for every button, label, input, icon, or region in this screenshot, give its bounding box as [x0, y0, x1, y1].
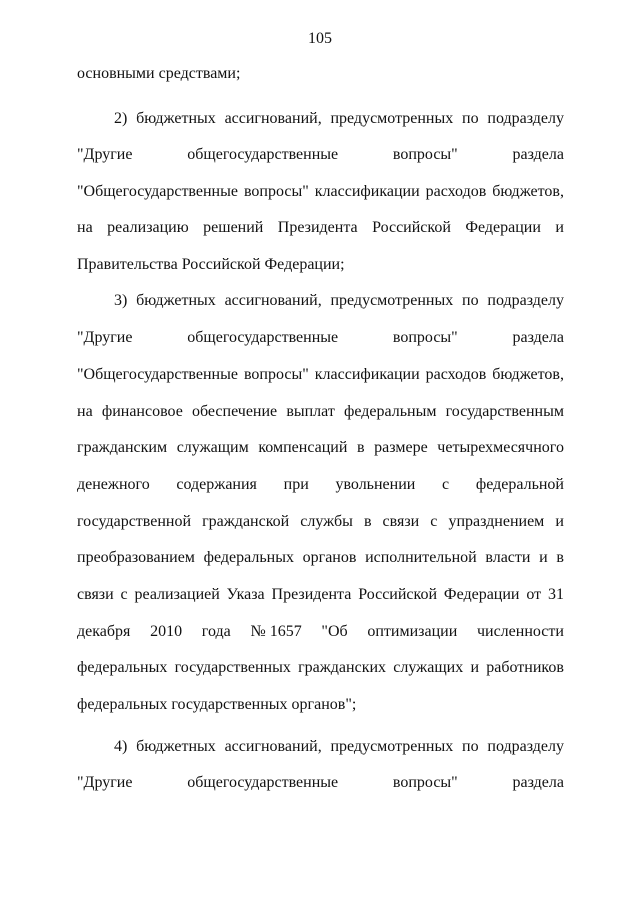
word: и [539, 549, 548, 566]
word: государственным [445, 403, 564, 420]
word: службы [300, 513, 353, 530]
word: по [462, 110, 479, 127]
word: органов [302, 549, 357, 566]
word: классификации [314, 366, 420, 383]
word: общегосударственные [187, 329, 339, 346]
word: вопросы" [392, 146, 458, 163]
word: "Другие [77, 774, 133, 791]
word: "Общегосударственные [77, 366, 238, 383]
word: работников [486, 659, 564, 676]
text-line-2 [114, 109, 564, 129]
word: года [201, 623, 231, 640]
text-line-15 [77, 585, 564, 605]
text-line-14 [77, 548, 564, 568]
word: Президента [271, 586, 352, 603]
word: связи [77, 586, 114, 603]
word: исполнительной [365, 549, 477, 566]
word: ассигнований, [224, 110, 322, 127]
word: декабря [77, 623, 131, 640]
word: преобразованием [77, 549, 195, 566]
word: власти [485, 549, 531, 566]
word: "Другие [77, 329, 133, 346]
text-line-9 [77, 365, 564, 385]
word: с [430, 513, 438, 530]
word: ассигнований, [224, 292, 322, 309]
word: федеральных государственных органов"; [77, 696, 357, 713]
text-line-18 [77, 695, 564, 715]
text-line-10 [77, 402, 564, 422]
word: государственных [174, 659, 291, 676]
text-line-7 [114, 291, 564, 311]
word: 2) [114, 110, 128, 127]
word: с [442, 476, 450, 493]
word: федеральным [344, 403, 437, 420]
word: по [462, 292, 479, 309]
word: на [77, 403, 93, 420]
word: 31 [547, 586, 564, 603]
text-line-20 [77, 773, 564, 793]
word: по [462, 738, 479, 755]
word: выплат [286, 403, 335, 420]
word: Федерации [443, 586, 520, 603]
text-line-12 [77, 475, 564, 495]
word: раздела [512, 329, 564, 346]
word: решений [203, 219, 264, 236]
word: оптимизации [367, 623, 458, 640]
word: бюджетов, [492, 183, 564, 200]
word: и [555, 513, 564, 530]
word: при [283, 476, 309, 493]
word: федеральной [475, 476, 564, 493]
word: бюджетов, [492, 366, 564, 383]
word: предусмотренных [330, 738, 454, 755]
word: бюджетных [136, 738, 216, 755]
text-line-17 [77, 658, 564, 678]
word: от [526, 586, 542, 603]
word: Указа [226, 586, 265, 603]
word: гражданских [298, 659, 387, 676]
word: содержания [176, 476, 257, 493]
word: 3) [114, 292, 128, 309]
word: подразделу [487, 110, 564, 127]
word: с [120, 586, 128, 603]
word: Российской [358, 586, 438, 603]
word: упразднением [448, 513, 545, 530]
word: обеспечение [191, 403, 278, 420]
word: и [555, 219, 564, 236]
word: в [556, 549, 564, 566]
word: общегосударственные [187, 146, 339, 163]
word: предусмотренных [330, 110, 454, 127]
word: на [77, 219, 93, 236]
page-number: 105 [308, 30, 332, 47]
word: размере [374, 439, 428, 456]
word: служащим [176, 439, 249, 456]
word: денежного [77, 476, 150, 493]
word: федеральных [77, 659, 168, 676]
word: государственной [77, 513, 192, 530]
word: Российской [372, 219, 451, 236]
word: бюджетных [136, 292, 216, 309]
word: служащих [393, 659, 464, 676]
word: "Об [321, 623, 348, 640]
word: реализацией [134, 586, 220, 603]
word: финансовое [101, 403, 183, 420]
text-line-13 [77, 512, 564, 532]
word: классификации [314, 183, 420, 200]
word: подразделу [487, 738, 564, 755]
word: раздела [512, 146, 564, 163]
word: основными средствами; [77, 65, 241, 82]
word: вопросы" [243, 183, 309, 200]
word: численности [476, 623, 564, 640]
text-line-4 [77, 182, 564, 202]
word: четырехмесячного [437, 439, 564, 456]
word: расходов [425, 366, 487, 383]
word: компенсаций [258, 439, 348, 456]
word: ассигнований, [224, 738, 322, 755]
word: Правительства Российской Федерации; [77, 256, 345, 273]
word: в [363, 513, 372, 530]
word: бюджетных [136, 110, 216, 127]
text-line-6 [77, 255, 564, 275]
text-line-8 [77, 328, 564, 348]
word: и [470, 659, 480, 676]
text-line-11 [77, 438, 564, 458]
word: в [357, 439, 365, 456]
word: увольнении [335, 476, 416, 493]
word: расходов [425, 183, 487, 200]
word: предусмотренных [330, 292, 454, 309]
word: 2010 [150, 623, 183, 640]
word: вопросы" [392, 774, 458, 791]
text-line-5 [77, 218, 564, 238]
word: федеральных [203, 549, 294, 566]
word: Федерации [465, 219, 541, 236]
word: связи [382, 513, 420, 530]
text-line-16 [77, 622, 564, 642]
word: "Общегосударственные [77, 183, 238, 200]
text-line-19 [114, 737, 564, 757]
word: вопросы" [243, 366, 309, 383]
word: 4) [114, 738, 128, 755]
word: Президента [277, 219, 358, 236]
word: гражданским [77, 439, 168, 456]
word: реализацию [107, 219, 189, 236]
word: "Другие [77, 146, 133, 163]
word: подразделу [487, 292, 564, 309]
word: вопросы" [392, 329, 458, 346]
word: гражданской [202, 513, 290, 530]
word: № 1657 [250, 623, 302, 640]
text-line-3 [77, 145, 564, 165]
word: общегосударственные [187, 774, 339, 791]
word: раздела [512, 774, 564, 791]
text-line-1 [77, 64, 564, 84]
